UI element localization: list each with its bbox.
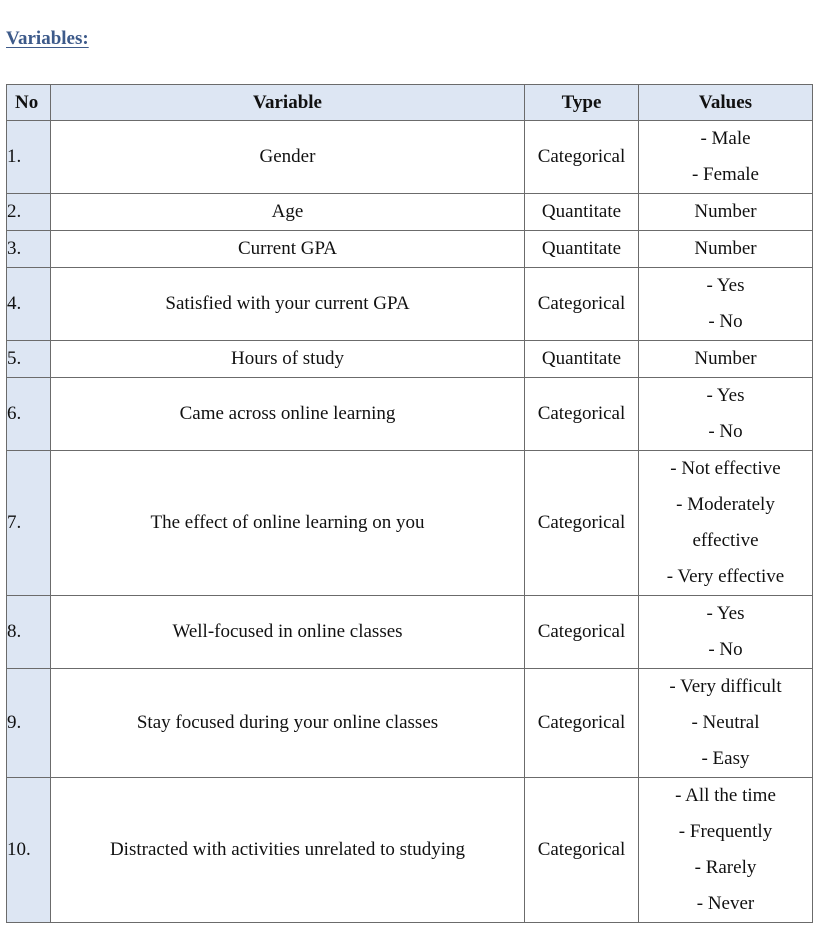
table-row [7,596,813,669]
variable-values [639,341,813,378]
value-item: Number [694,238,757,259]
variable-type: Categorical [525,669,639,778]
variable-type: Categorical [525,378,639,451]
variable-values [639,778,813,923]
value-item: - Rarely [694,857,757,878]
table-header-row [7,85,813,121]
variable-values [639,121,813,194]
value-item: - Very difficult [669,676,782,697]
variable-type: Categorical [525,596,639,669]
value-item: - All the time [675,785,776,806]
row-number: 1. [7,121,51,194]
column-header-no: No [7,85,51,121]
variable-type: Categorical [525,268,639,341]
variable-type: Quantitate [525,341,639,378]
value-item: - Moderately [676,494,775,515]
value-item: - Male [700,128,751,149]
variable-name: The effect of online learning on you [51,451,525,596]
variables-table [6,84,813,923]
variable-values [639,231,813,268]
table-row [7,378,813,451]
value-item: - Yes [706,275,745,296]
variable-type: Categorical [525,121,639,194]
value-item: - Very effective [666,566,785,587]
variable-values [639,268,813,341]
table-row [7,231,813,268]
value-item: - No [708,311,743,332]
value-item: - Yes [706,603,745,624]
variable-type: Categorical [525,451,639,596]
row-number: 10. [7,778,51,923]
variable-name: Current GPA [51,231,525,268]
table-row [7,268,813,341]
value-item: - Never [696,893,755,914]
value-item: - No [708,421,743,442]
variable-type: Quantitate [525,194,639,231]
value-item: effective [692,530,759,551]
variable-values [639,451,813,596]
table-row [7,121,813,194]
variable-values [639,194,813,231]
row-number: 8. [7,596,51,669]
value-item: - Easy [701,748,750,769]
variable-values [639,378,813,451]
variable-name: Stay focused during your online classes [51,669,525,778]
variable-name: Satisfied with your current GPA [51,268,525,341]
row-number: 9. [7,669,51,778]
variable-name: Well-focused in online classes [51,596,525,669]
value-item: - Frequently [678,821,773,842]
table-row [7,194,813,231]
variable-type: Categorical [525,778,639,923]
variable-name: Distracted with activities unrelated to studying [51,778,525,923]
value-item: - Not effective [670,458,781,479]
variable-name: Age [51,194,525,231]
value-item: Number [694,201,757,222]
value-item: - Yes [706,385,745,406]
row-number: 2. [7,194,51,231]
variable-values [639,596,813,669]
column-header-values: Values [639,85,813,121]
row-number: 7. [7,451,51,596]
row-number: 4. [7,268,51,341]
table-row [7,341,813,378]
variable-name: Hours of study [51,341,525,378]
page-heading: Variables: [6,28,89,49]
value-item: - No [708,639,743,660]
variable-name: Came across online learning [51,378,525,451]
variable-name: Gender [51,121,525,194]
value-item: - Neutral [691,712,760,733]
value-item: Number [694,348,757,369]
row-number: 3. [7,231,51,268]
row-number: 6. [7,378,51,451]
table-row [7,451,813,596]
row-number: 5. [7,341,51,378]
value-item: - Female [691,164,759,185]
column-header-variable: Variable [51,85,525,121]
variable-values [639,669,813,778]
table-row [7,778,813,923]
column-header-type: Type [525,85,639,121]
table-row [7,669,813,778]
variable-type: Quantitate [525,231,639,268]
